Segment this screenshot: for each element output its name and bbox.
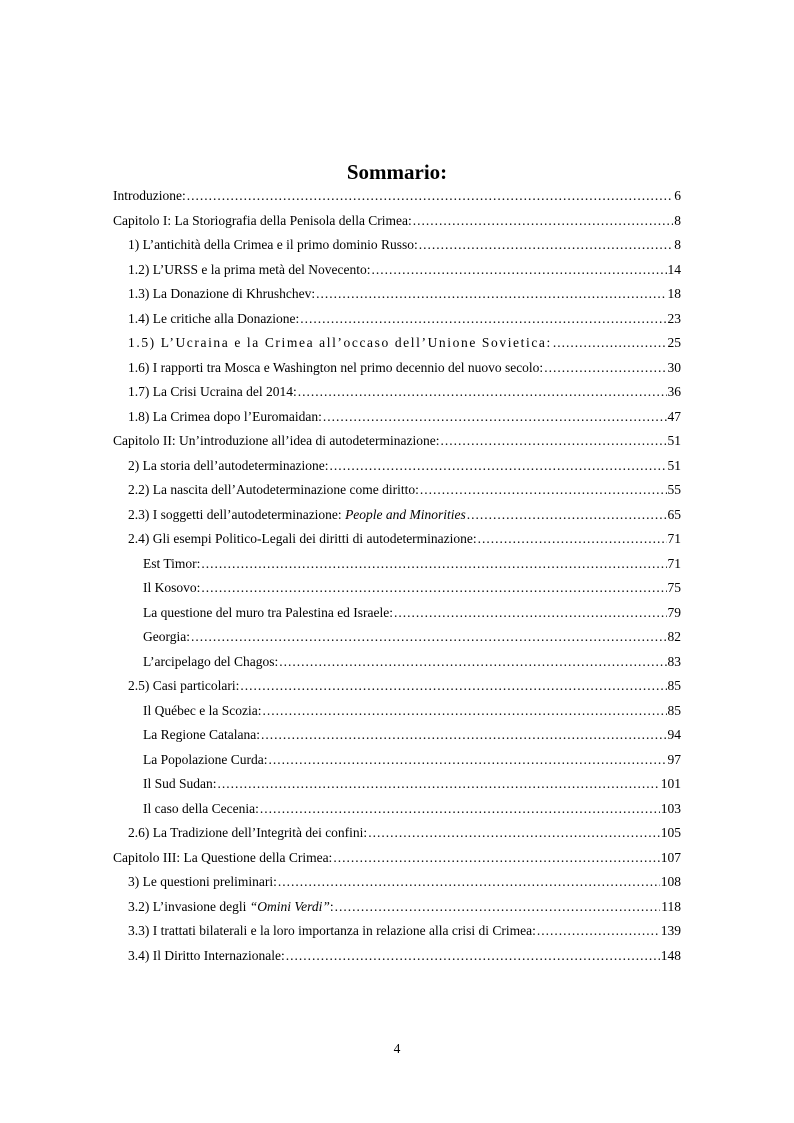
toc-entry[interactable] (113, 601, 681, 626)
toc-entry[interactable] (113, 797, 681, 822)
toc-entry-title: La questione del muro tra Palestina ed Israele: (143, 604, 394, 620)
toc-entry-page: 107 (660, 849, 681, 865)
toc-entry-title: Georgia: (143, 629, 190, 644)
toc-entry-page: 65 (667, 506, 681, 522)
toc-entry-page: 105 (660, 825, 681, 840)
toc-entry-title: 1.8) La Crimea dopo l’Euromaidan: (128, 408, 322, 424)
toc-entry[interactable] (113, 650, 681, 675)
dot-leader (201, 552, 666, 577)
toc-entry-page: 85 (667, 702, 681, 718)
toc-entry[interactable] (113, 527, 681, 552)
toc-entry-page: 30 (667, 359, 681, 375)
toc-entry[interactable] (113, 429, 681, 454)
toc-entry-title: 3.3) I trattati bilaterali e la loro importanza in relazione alla crisi di Crimea: (128, 923, 536, 938)
dot-leader (368, 821, 660, 846)
toc-entry-title: 3) Le questioni preliminari: (128, 874, 277, 889)
toc-entry-page: 85 (667, 678, 681, 693)
toc-entry[interactable] (113, 331, 681, 356)
dot-leader (240, 674, 666, 699)
toc-entry[interactable] (113, 919, 681, 944)
toc-entry-title: Il Kosovo: (143, 580, 201, 595)
dot-leader (298, 380, 667, 405)
dot-leader (300, 307, 666, 332)
toc-entry-page: 118 (661, 898, 681, 914)
dot-leader (262, 699, 666, 724)
toc-entry[interactable] (113, 846, 681, 871)
toc-entry-title: 1.6) I rapporti tra Mosca e Washington nel primo decennio del nuovo secolo: (128, 359, 544, 375)
toc-entry-page: 83 (667, 653, 681, 669)
dot-leader (286, 944, 660, 969)
toc-entry-page: 25 (667, 335, 681, 350)
toc-entry[interactable] (113, 282, 681, 307)
toc-entry-title: Il Québec e la Scozia: (143, 702, 262, 718)
toc-entry-page: 55 (667, 482, 681, 497)
toc-entry[interactable] (113, 772, 681, 797)
dot-leader (330, 454, 667, 479)
page-title: Sommario: (346, 160, 448, 184)
toc-entry-title: Capitolo III: La Questione della Crimea: (113, 849, 333, 865)
toc-entry-title: 1.2) L’URSS e la prima metà del Novecento: (128, 261, 371, 277)
dot-leader (323, 405, 667, 430)
dot-leader (478, 527, 667, 552)
toc-entry-page: 18 (667, 286, 681, 301)
toc-entry-page: 47 (667, 408, 681, 424)
toc-entry-page: 8 (674, 212, 681, 228)
toc-entry-page: 14 (667, 261, 681, 277)
toc-entry-page: 108 (660, 874, 681, 889)
toc-entry-title: 2.4) Gli esempi Politico-Legali dei diritti di autodeterminazione: (128, 531, 477, 546)
toc-entry-page: 97 (667, 751, 681, 767)
toc-entry-title: Capitolo I: La Storiografia della Penisola della Crimea: (113, 212, 412, 228)
table-of-contents (113, 184, 681, 968)
toc-entry-page: 6 (674, 188, 681, 203)
toc-entry[interactable] (113, 258, 681, 283)
dot-leader (268, 748, 666, 773)
toc-entry-title: 3.4) Il Diritto Internazionale: (128, 947, 285, 963)
dot-leader (333, 846, 659, 871)
toc-entry-page: 23 (667, 310, 681, 326)
toc-entry[interactable] (113, 552, 681, 577)
toc-entry[interactable] (113, 405, 681, 430)
toc-entry[interactable] (113, 503, 681, 528)
toc-entry-title: 2.2) La nascita dell’Autodeterminazione come diritto: (128, 482, 419, 497)
dot-leader (394, 601, 666, 626)
toc-entry-title: L’arcipelago del Chagos: (143, 653, 279, 669)
dot-leader (553, 331, 667, 356)
page-number: 4 (393, 1041, 401, 1056)
dot-leader (371, 258, 666, 283)
toc-entry-title: Introduzione: (113, 188, 186, 203)
toc-entry[interactable] (113, 233, 681, 258)
dot-leader (260, 797, 660, 822)
toc-entry-page: 71 (667, 555, 681, 571)
toc-entry-page: 71 (667, 531, 681, 546)
dot-leader (467, 503, 667, 528)
toc-entry[interactable] (113, 944, 681, 969)
toc-entry-title: 1) L’antichità della Crimea e il primo dominio Russo: (128, 237, 418, 252)
toc-entry-page: 82 (667, 629, 681, 644)
dot-leader (420, 478, 667, 503)
toc-entry-title: 2) La storia dell’autodeterminazione: (128, 457, 329, 473)
toc-entry[interactable] (113, 307, 681, 332)
toc-entry[interactable] (113, 209, 681, 234)
dot-leader (335, 895, 661, 920)
toc-entry-title: 2.3) I soggetti dell’autodeterminazione: People and Minorities (128, 506, 466, 522)
toc-entry-title: Il Sud Sudan: (143, 776, 217, 791)
toc-entry[interactable] (113, 625, 681, 650)
toc-entry[interactable] (113, 478, 681, 503)
toc-entry[interactable] (113, 380, 681, 405)
dot-leader (413, 209, 673, 234)
toc-entry[interactable] (113, 699, 681, 724)
toc-entry[interactable] (113, 748, 681, 773)
toc-entry-title: 1.5) L’Ucraina e la Crimea all’occaso dell’Unione Sovietica: (128, 335, 552, 350)
dot-leader (187, 184, 674, 209)
toc-entry-title: 3.2) L’invasione degli “Omini Verdi”: (128, 898, 334, 914)
toc-entry[interactable] (113, 576, 681, 601)
toc-entry-page: 51 (667, 433, 681, 448)
toc-entry-title: 1.7) La Crisi Ucraina del 2014: (128, 384, 297, 399)
toc-entry-page: 103 (660, 800, 681, 816)
dot-leader (544, 356, 666, 381)
dot-leader (279, 650, 666, 675)
dot-leader (441, 429, 667, 454)
toc-entry-title: 1.4) Le critiche alla Donazione: (128, 310, 300, 326)
dot-leader (261, 723, 667, 748)
toc-entry-title: Capitolo II: Un’introduzione all’idea di autodeterminazione: (113, 433, 440, 448)
toc-entry-title: La Popolazione Curda: (143, 751, 268, 767)
toc-entry-page: 148 (660, 947, 681, 963)
toc-entry[interactable] (113, 674, 681, 699)
toc-entry-title: 2.6) La Tradizione dell’Integrità dei confini: (128, 825, 368, 840)
toc-entry-title: 1.3) La Donazione di Khrushchev: (128, 286, 316, 301)
dot-leader (191, 625, 667, 650)
toc-entry[interactable] (113, 356, 681, 381)
toc-entry-page: 75 (667, 580, 681, 595)
toc-entry[interactable] (113, 821, 681, 846)
toc-entry-page: 36 (667, 384, 681, 399)
toc-entry-page: 101 (660, 776, 681, 791)
toc-entry-page: 79 (667, 604, 681, 620)
dot-leader (419, 233, 674, 258)
toc-entry[interactable] (113, 895, 681, 920)
toc-entry[interactable] (113, 184, 681, 209)
toc-entry-title: Est Timor: (143, 555, 201, 571)
dot-leader (316, 282, 666, 307)
toc-entry-page: 8 (674, 237, 681, 252)
dot-leader (218, 772, 660, 797)
toc-entry[interactable] (113, 870, 681, 895)
toc-entry[interactable] (113, 454, 681, 479)
toc-entry-page: 94 (667, 727, 681, 742)
toc-entry-title: 2.5) Casi particolari: (128, 678, 240, 693)
toc-entry-page: 51 (667, 457, 681, 473)
toc-entry-title: La Regione Catalana: (143, 727, 260, 742)
toc-entry[interactable] (113, 723, 681, 748)
dot-leader (537, 919, 660, 944)
toc-entry-page: 139 (660, 923, 681, 938)
toc-entry-title: Il caso della Cecenia: (143, 800, 259, 816)
dot-leader (201, 576, 666, 601)
dot-leader (278, 870, 660, 895)
